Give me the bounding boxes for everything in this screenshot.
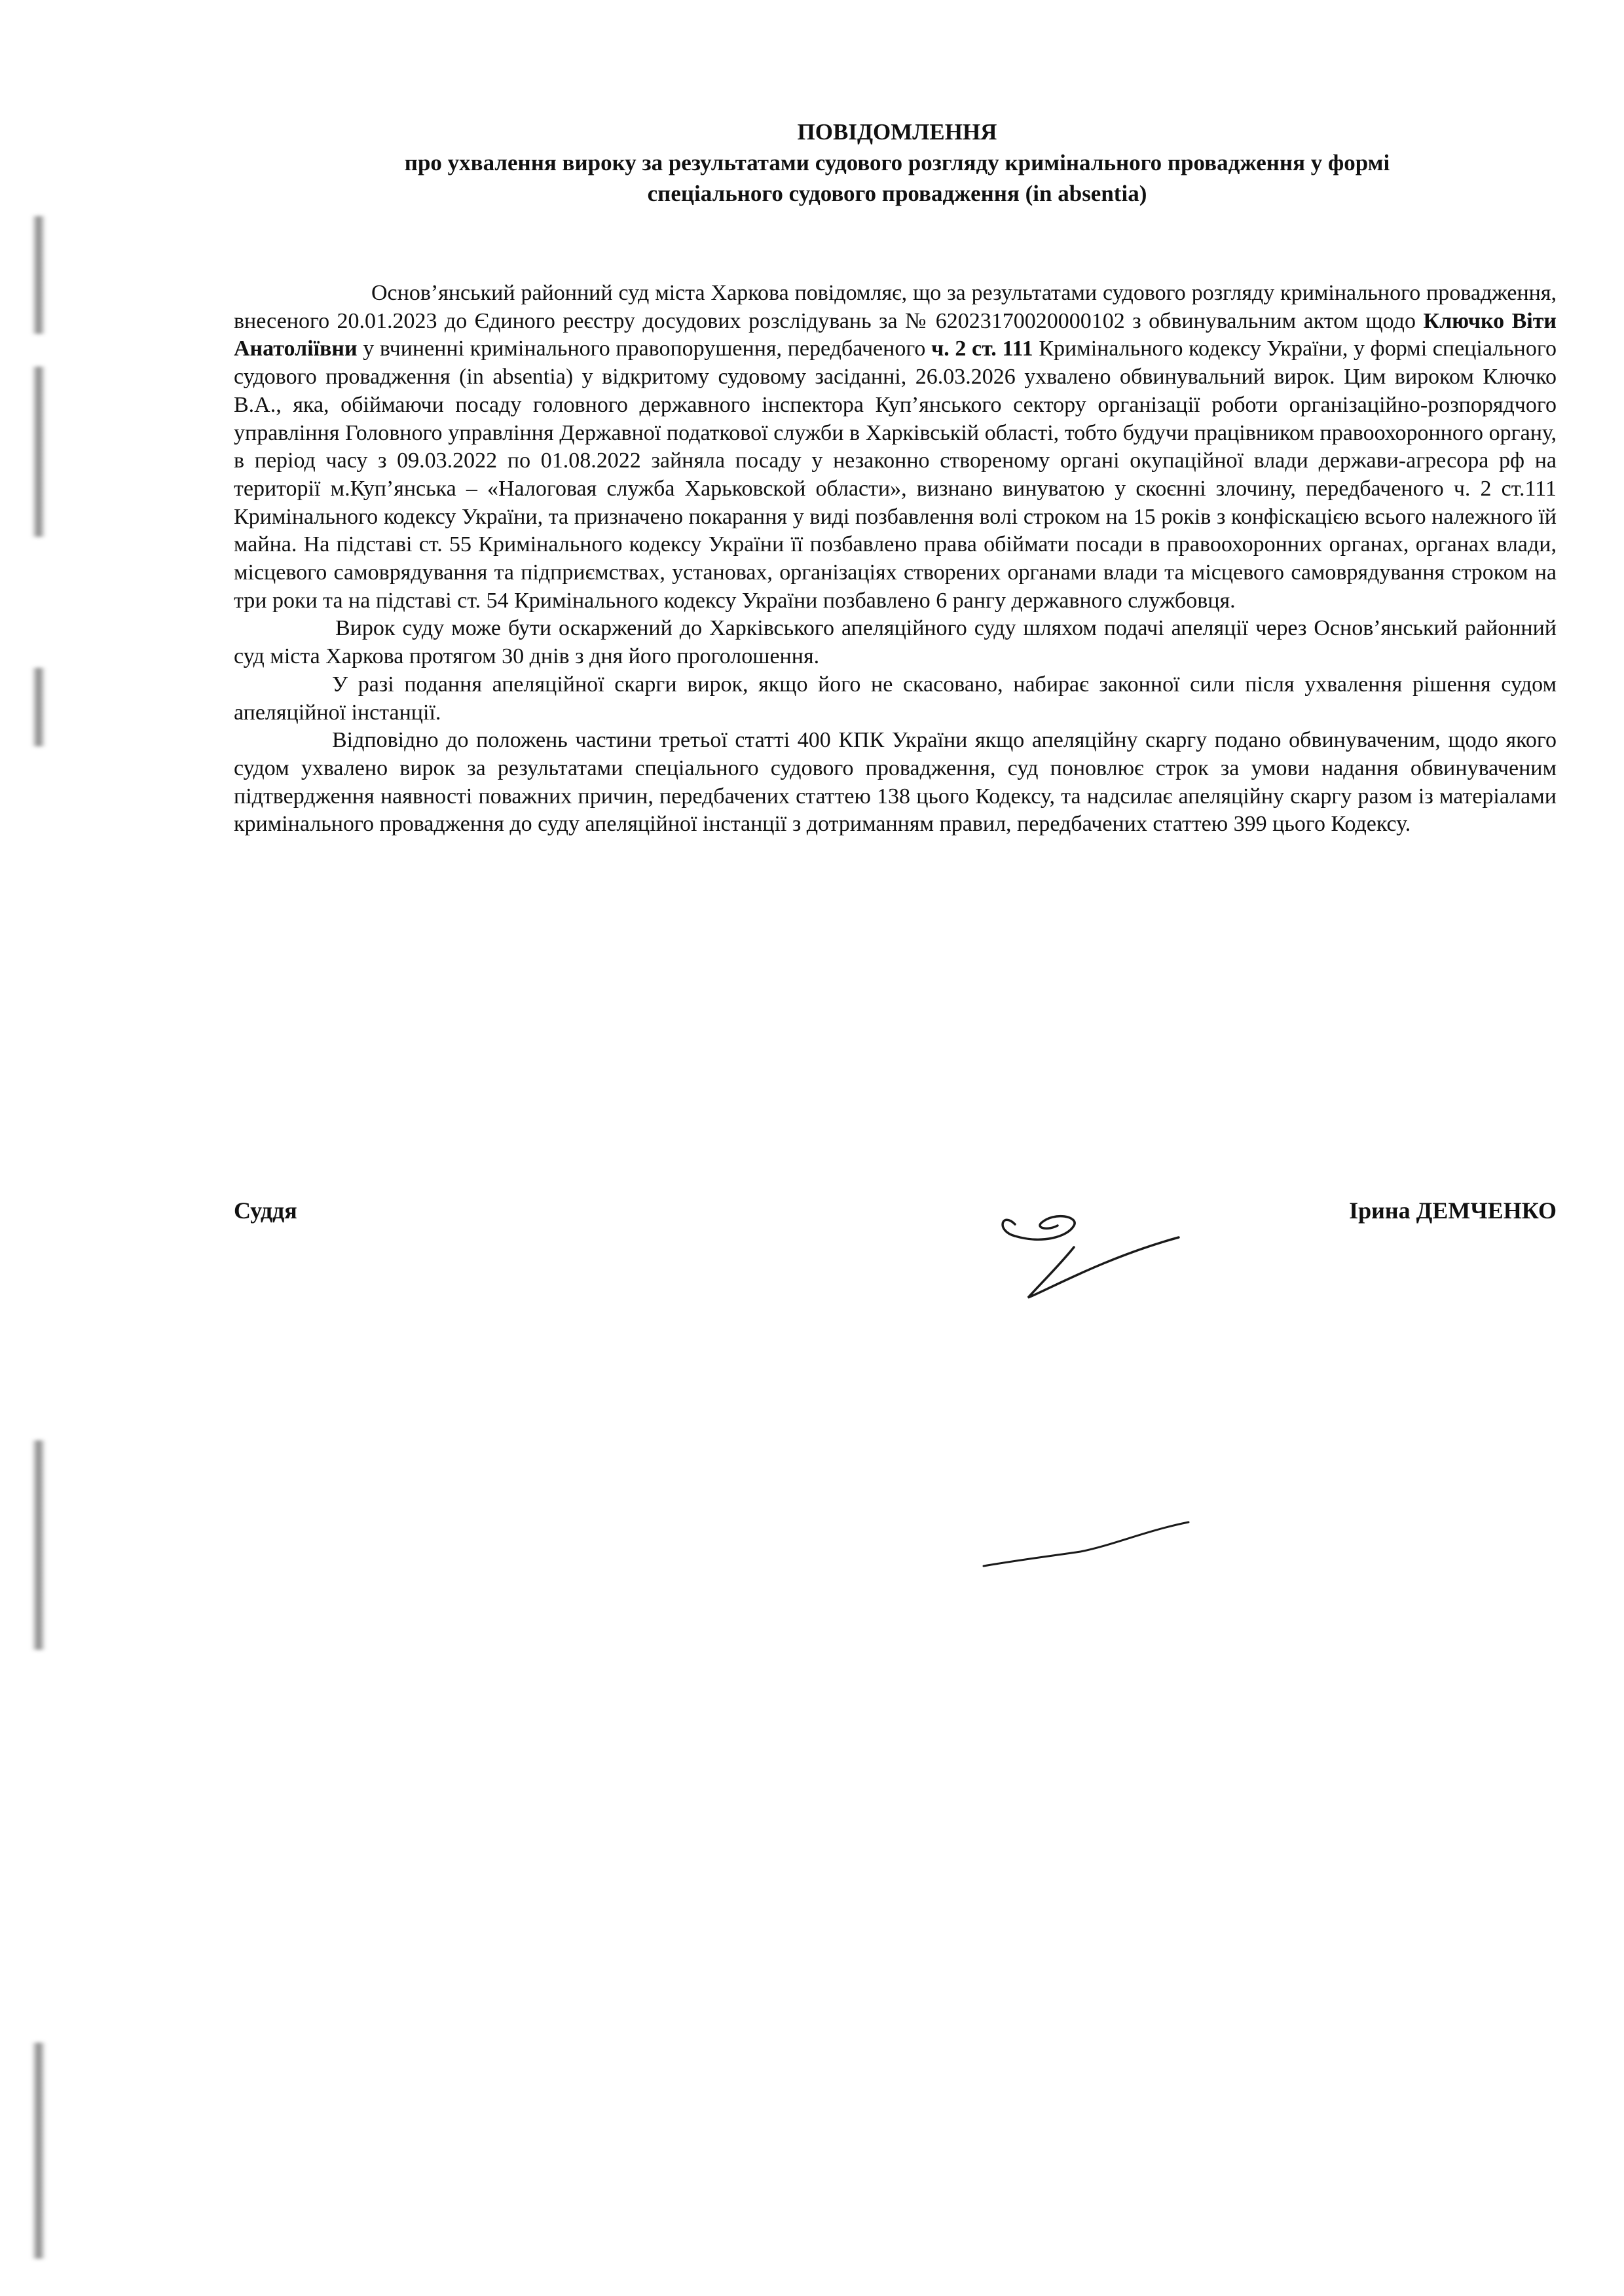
document-header [223,117,1572,209]
paragraph-text: Основ’янський районний суд міста Харкова повідомляє, що за результатами судового розгляду кримінального провадження, внесеного 20.01.2023 до Єдиного реєстру досудових розслідувань за № 62023170020000102 з обвинувальним актом щодо [234,281,1557,333]
document-body [234,280,1557,839]
paragraph-appeal: Вирок суду може бути оскаржений до Харківського апеляційного суду шляхом подачі апеляції через Основ’янський районний суд міста Харкова протягом 30 днів з дня його проголошення. [234,616,1557,669]
scan-artifact [31,216,46,334]
paragraph-text: Кримінального кодексу України, у формі спеціального судового провадження (in absentia) у відкритому судовому засіданні, 26.03.2026 ухвалено обвинувальний вирок. Цим вироком Ключко В.А., яка, обіймаючи посаду головного державного інспектора Куп’янського сектору організації роботи організаційно-розпорядчого управління Головного управління Державної податкової служби в Харківській області, тобто будучи працівником правоохоронного органу, в період часу з 09.03.2022 по 01.08.2022 зайняла посаду у незаконно створеному органі окупаційної влади держави-агресора рф на території м.Куп’янська – «Налоговая служба Харьковской области», визнано винуватою у скоєнні злочину, передбаченого ч. 2 ст.111 Кримінального кодексу України, та призначено покарання у виді позбавлення волі строком на 15 років з конфіскацією всього належного їй майна. На підставі ст. 55 Кримінального кодексу України її позбавлено права обіймати посади в правоохоронних органах, органах влади, місцевого самоврядування та підприємствах, установах, організаціях створених органами влади та місцевого самоврядування строком на три роки та на підставі ст. 54 Кримінального кодексу України позбавлено 6 рангу державного службовця. [234,337,1557,613]
article-reference: ч. 2 ст. 111 [931,337,1033,361]
paragraph-legal-force: У разі подання апеляційної скарги вирок, якщо його не скасовано, набирає законної сили після ухвалення рішення судом апеляційної інстанції. [234,672,1557,725]
paragraph-verdict [234,280,1557,615]
document-title: ПОВІДОМЛЕННЯ [797,119,997,145]
scan-artifact [31,367,46,537]
pen-stroke-mark [982,1519,1198,1571]
paragraph-text: у вчиненні кримінального правопорушення, передбаченого [357,337,932,361]
paragraph-procedure: Відповідно до положень частини третьої статті 400 КПК України якщо апеляційну скаргу подано обвинуваченим, щодо якого судом ухвалено вирок за результатами спеціального судового провадження, суд поновлює строк за умови надання обвинуваченим підтвердження наявності поважних причин, передбачених статтею 138 цього Кодексу, та надсилає апеляційну скаргу разом із матеріалами кримінального провадження до суду апеляційної інстанції з дотриманням правил, передбачених статтею 399 цього Кодексу. [234,728,1557,837]
handwritten-signature [976,1185,1185,1316]
scan-artifact [31,1440,46,1650]
scan-artifact [31,2043,46,2259]
document-subtitle-line2: спеціального судового провадження (in absentia) [647,181,1147,206]
signature-role: Суддя [234,1197,297,1224]
signature-name: Ірина ДЕМЧЕНКО [1349,1197,1557,1224]
scan-artifact [31,668,46,746]
document-subtitle-line1: про ухвалення вироку за результатами судового розгляду кримінального провадження у формі [404,150,1390,175]
accused-name: Ключко Віти Анатоліївни [234,308,1557,361]
